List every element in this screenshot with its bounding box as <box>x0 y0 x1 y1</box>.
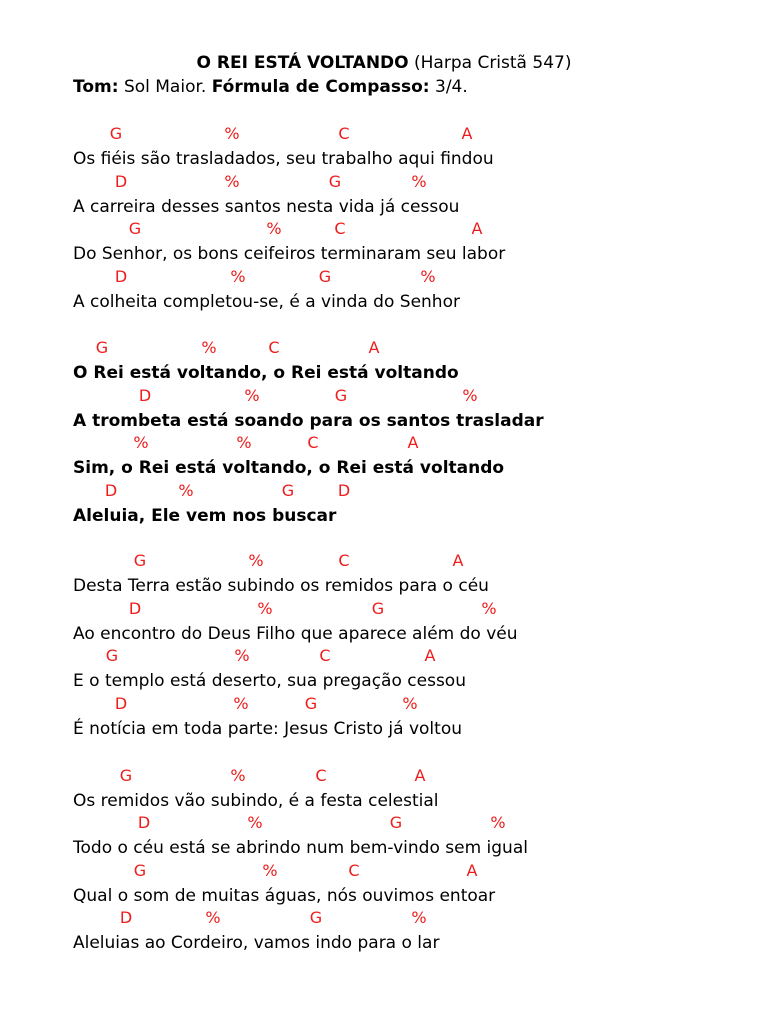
chord: A <box>407 433 419 452</box>
chord: % <box>230 267 246 286</box>
chord: % <box>411 172 427 191</box>
chord: D <box>114 694 128 713</box>
chord: C <box>315 766 327 785</box>
lyric-line: Os remidos vão subindo, é a festa celestial <box>73 791 439 811</box>
chord: % <box>411 908 427 927</box>
chord: C <box>319 646 331 665</box>
chord: D <box>104 481 118 500</box>
chord: % <box>234 646 250 665</box>
lyric-line: Qual o som de muitas águas, nós ouvimos entoar <box>73 886 496 906</box>
chord: A <box>368 338 380 357</box>
chord: D <box>114 267 128 286</box>
chord: G <box>133 551 147 570</box>
chord: G <box>105 646 119 665</box>
lyric-line: Aleluias ao Cordeiro, vamos indo para o lar <box>73 933 440 953</box>
chord: % <box>224 124 240 143</box>
chord: % <box>248 551 264 570</box>
chord: % <box>462 386 478 405</box>
chord: % <box>266 219 282 238</box>
chorus-line: O Rei está voltando, o Rei está voltando <box>73 363 459 383</box>
chord: A <box>466 861 478 880</box>
chord: % <box>236 433 252 452</box>
chorus-line: A trombeta está soando para os santos trasladar <box>73 411 544 431</box>
lyric-line: E o templo está deserto, sua pregação cessou <box>73 671 466 691</box>
chord: G <box>109 124 123 143</box>
chord: % <box>257 599 273 618</box>
chord: G <box>389 813 403 832</box>
chord: D <box>128 599 142 618</box>
chord: C <box>348 861 360 880</box>
chord: % <box>201 338 217 357</box>
chord: C <box>268 338 280 357</box>
tom-value: Sol Maior. <box>123 77 207 97</box>
chord: C <box>338 551 350 570</box>
chorus-line: Aleluia, Ele vem nos buscar <box>73 506 337 526</box>
chord: D <box>114 172 128 191</box>
chord: C <box>338 124 350 143</box>
chord: % <box>247 813 263 832</box>
chord: A <box>452 551 464 570</box>
chord: D <box>337 481 351 500</box>
chord: G <box>328 172 342 191</box>
chord: % <box>481 599 497 618</box>
chord: G <box>334 386 348 405</box>
chord: G <box>309 908 323 927</box>
chord: A <box>461 124 473 143</box>
lyric-line: Desta Terra estão subindo os remidos para o céu <box>73 576 489 596</box>
chord: % <box>230 766 246 785</box>
chord: D <box>138 386 152 405</box>
chord: G <box>371 599 385 618</box>
lyric-line: A carreira desses santos nesta vida já cessou <box>73 197 460 217</box>
chorus-line: Sim, o Rei está voltando, o Rei está voltando <box>73 458 505 478</box>
chord: % <box>262 861 278 880</box>
title-text: O REI ESTÁ VOLTANDO <box>196 53 409 73</box>
chord: G <box>119 766 133 785</box>
compasso-label: Fórmula de Compasso: <box>211 77 430 97</box>
lyric-line: A colheita completou-se, é a vinda do Senhor <box>73 292 460 312</box>
chord: % <box>178 481 194 500</box>
chord: % <box>205 908 221 927</box>
chord: C <box>307 433 319 452</box>
chord: G <box>281 481 295 500</box>
tom-label: Tom: <box>73 77 119 97</box>
chord: A <box>471 219 483 238</box>
chord: G <box>304 694 318 713</box>
subtitle-text: (Harpa Cristã 547) <box>414 53 572 73</box>
chord: G <box>318 267 332 286</box>
chord: D <box>137 813 151 832</box>
song-title <box>0 52 768 74</box>
chord: C <box>334 219 346 238</box>
chord: % <box>224 172 240 191</box>
chord: A <box>414 766 426 785</box>
lyric-line: Ao encontro do Deus Filho que aparece além do véu <box>73 624 518 644</box>
chord: % <box>133 433 149 452</box>
lyric-line: É notícia em toda parte: Jesus Cristo já voltou <box>73 719 462 739</box>
compasso-value: 3/4. <box>435 77 468 97</box>
chord: % <box>420 267 436 286</box>
song-meta <box>73 76 468 98</box>
chord: % <box>244 386 260 405</box>
lyric-line: Do Senhor, os bons ceifeiros terminaram seu labor <box>73 244 506 264</box>
chord: % <box>233 694 249 713</box>
chord: D <box>119 908 133 927</box>
lyric-line: Todo o céu está se abrindo num bem-vindo sem igual <box>73 838 528 858</box>
chord: G <box>95 338 109 357</box>
chord: % <box>402 694 418 713</box>
chord: A <box>424 646 436 665</box>
chord: G <box>128 219 142 238</box>
lyric-line: Os fiéis são trasladados, seu trabalho aqui findou <box>73 149 494 169</box>
chord: G <box>133 861 147 880</box>
chord: % <box>490 813 506 832</box>
